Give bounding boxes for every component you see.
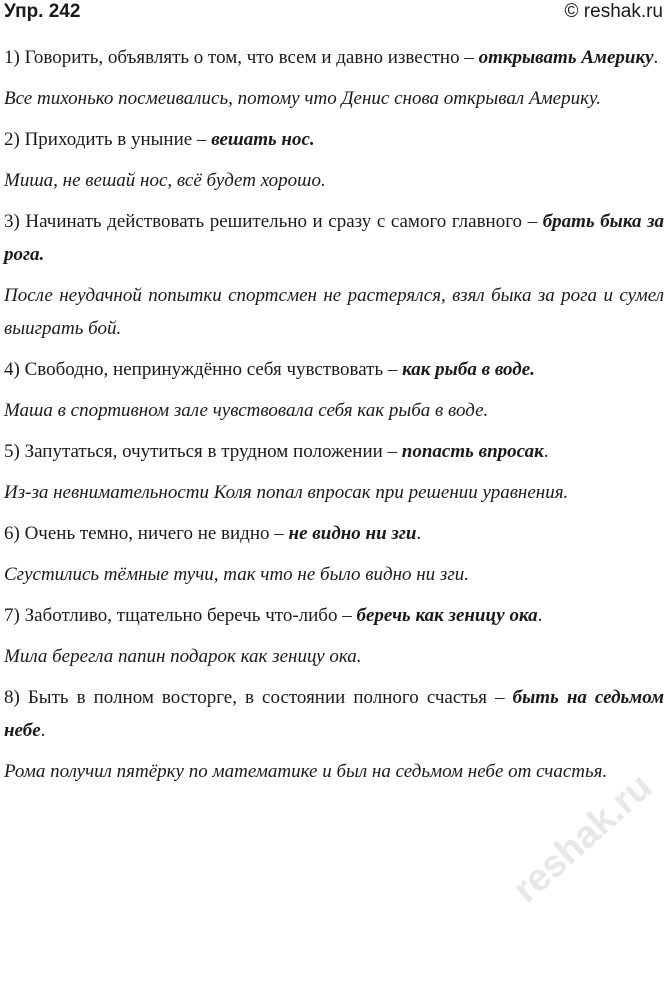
definition-7 [4,599,664,632]
definition-text: 5) Запутаться, очутиться в трудном положении – [4,441,402,462]
idiom-phrase: брать быка за рога. [4,211,665,265]
definition-text: 2) Приходить в уныние – [4,129,212,150]
definition-4 [4,353,664,386]
idiom-phrase: открывать Америку [478,47,654,68]
definition-tail: . [543,441,549,462]
idiom-phrase: попасть впросак [401,441,544,462]
definition-8 [4,681,664,747]
example-7: Мила берегла папин подарок как зеницу ока. [4,646,362,667]
definition-5 [4,435,664,468]
idiom-phrase: как рыба в воде. [402,359,535,380]
definition-2 [4,123,664,156]
watermark: reshak.ru [505,765,661,912]
example-3: После неудачной попытки спортсмен не растерялся, взял быка за рога и сумел выиграть бой. [4,285,664,339]
definition-text: 1) Говорить, объявлять о том, что всем и давно известно – [4,47,479,68]
idiom-phrase: вешать нос. [211,129,315,150]
definition-text: 6) Очень темно, ничего не видно – [4,523,289,544]
definition-tail: . [416,523,422,544]
definition-6 [4,517,664,550]
idiom-phrase: быть на седьмом небе [4,687,664,741]
definition-text: 8) Быть в полном восторге, в состоянии полного счастья – [4,687,513,708]
definition-text: 3) Начинать действовать решительно и сразу с самого главного – [4,211,543,232]
definition-3 [4,205,664,271]
idiom-phrase: не видно ни зги [288,523,417,544]
definition-tail: . [40,720,46,741]
exercise-content [4,41,664,796]
definition-text: 7) Заботливо, тщательно беречь что-либо – [4,605,357,626]
example-1: Все тихонько посмеивались, потому что Денис снова открывал Америку. [4,88,601,109]
example-4: Маша в спортивном зале чувствовала себя как рыба в воде. [4,400,489,421]
example-2: Миша, не вешай нос, всё будет хорошо. [4,170,326,191]
definition-text: 4) Свободно, непринуждённо себя чувствовать – [4,359,403,380]
example-8: Рома получил пятёрку по математике и был на седьмом небе от счастья. [4,761,608,782]
idiom-phrase: беречь как зеницу ока [356,605,538,626]
definition-1 [4,41,664,74]
example-6: Сгустились тёмные тучи, так что не было видно ни зги. [4,564,469,585]
definition-tail: . [653,47,659,68]
exercise-number: Упр. 242 [4,1,81,22]
example-5: Из-за невнимательности Коля попал впросак при решении уравнения. [4,482,569,503]
copyright-notice: © reshak.ru [564,1,663,22]
definition-tail: . [537,605,543,626]
